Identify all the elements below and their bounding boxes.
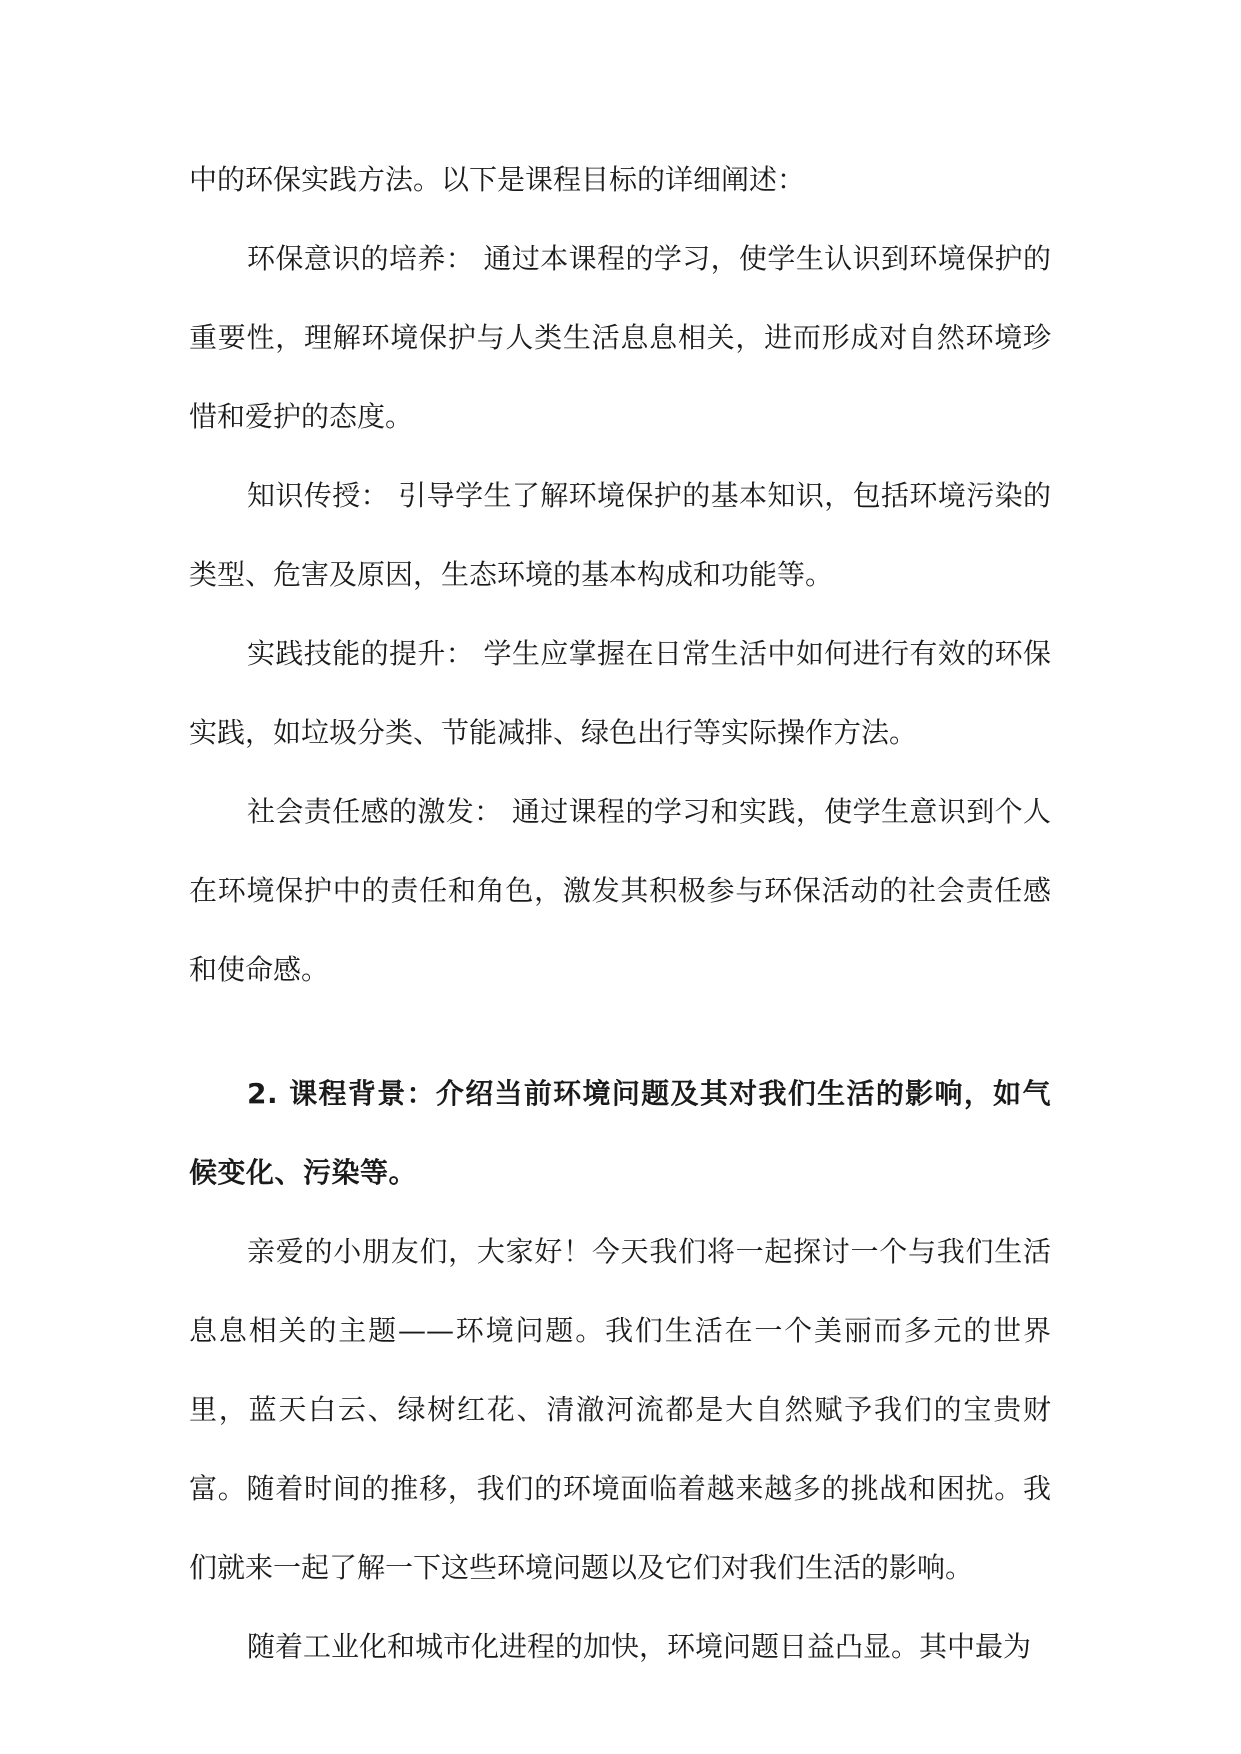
paragraph-awareness-goal: 环保意识的培养： 通过本课程的学习，使学生认识到环境保护的重要性，理解环境保护与人类生活息息相关，进而形成对自然环境珍惜和爱护的态度。	[189, 242, 1051, 433]
paragraph-continuation: 中的环保实践方法。以下是课程目标的详细阐述：	[189, 163, 806, 196]
paragraph-responsibility-goal: 社会责任感的激发： 通过课程的学习和实践，使学生意识到个人在环境保护中的责任和角色，激发其积极参与环保活动的社会责任感和使命感。	[189, 795, 1051, 986]
document-body	[189, 140, 1051, 1686]
paragraph-background-intro: 亲爱的小朋友们，大家好！今天我们将一起探讨一个与我们生活息息相关的主题——环境问题。我们生活在一个美丽而多元的世界里，蓝天白云、绿树红花、清澈河流都是大自然赋予我们的宝贵财富。随着时间的推移，我们的环境面临着越来越多的挑战和困扰。我们就来一起了解一下这些环境问题以及它们对我们生活的影响。	[189, 1235, 1051, 1584]
paragraph-knowledge-goal: 知识传授： 引导学生了解环境保护的基本知识，包括环境污染的类型、危害及原因，生态环境的基本构成和功能等。	[189, 479, 1051, 591]
section-heading: 2. 课程背景：介绍当前环境问题及其对我们生活的影响，如气候变化、污染等。	[189, 1077, 1051, 1189]
paragraph-practice-goal: 实践技能的提升： 学生应掌握在日常生活中如何进行有效的环保实践，如垃圾分类、节能减排、绿色出行等实际操作方法。	[189, 637, 1051, 749]
paragraph-background-continuation: 随着工业化和城市化进程的加快，环境问题日益凸显。其中最为	[247, 1630, 1032, 1663]
